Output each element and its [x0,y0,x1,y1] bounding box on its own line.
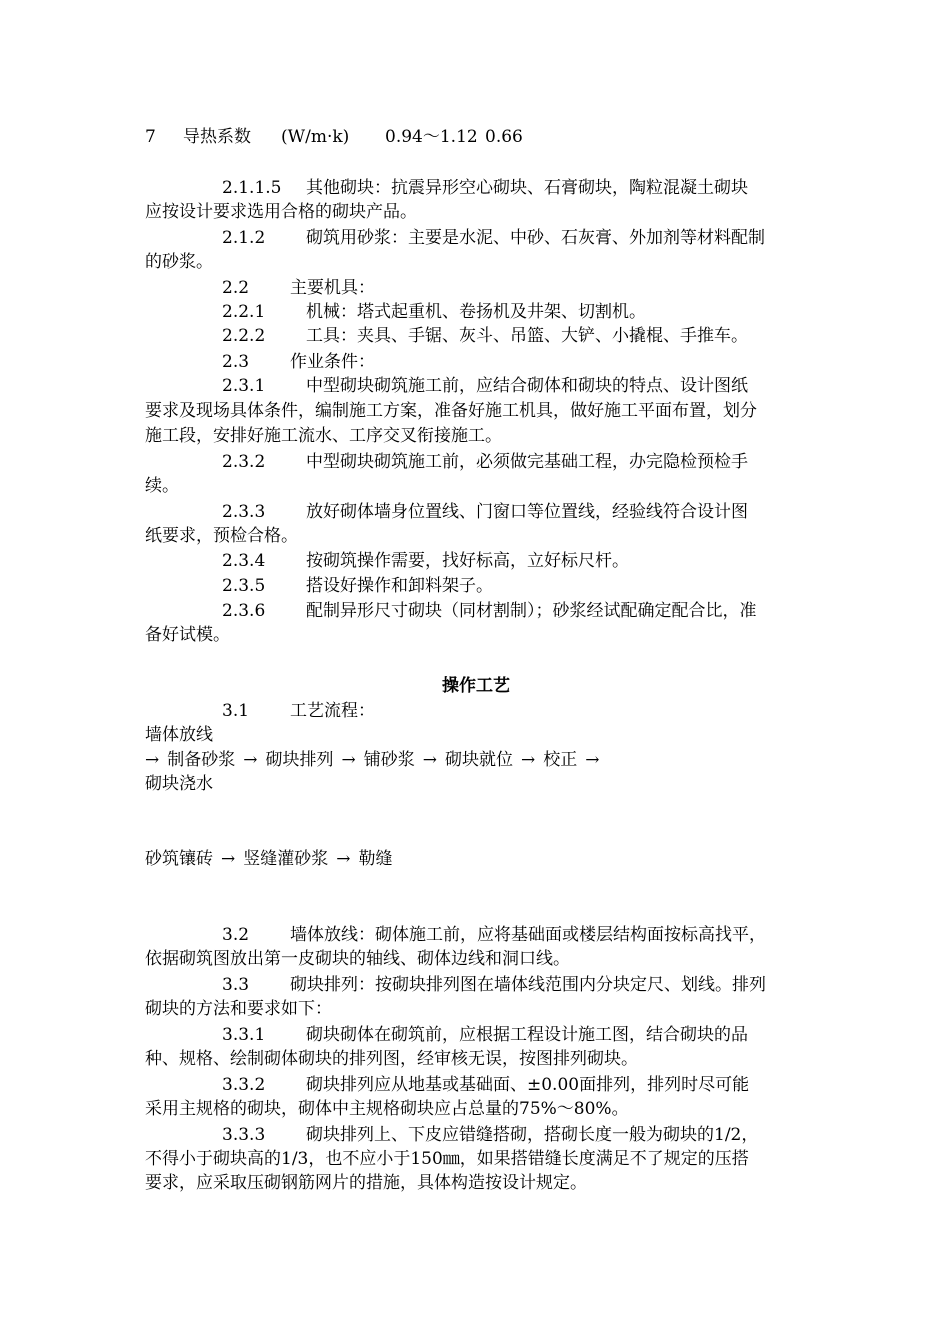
clause-text: 砌块砌体在砌筑前，应根据工程设计施工图，结合砌块的品 [306,1025,748,1045]
flow-arrow: → [341,750,356,770]
clause-number: 2.3.4 [222,551,266,571]
clause-text: 机械：塔式起重机、卷扬机及井架、切割机。 [306,302,646,322]
flow-step: 铺砂浆 [363,750,415,770]
paragraph-2-3 [145,350,807,374]
paragraph-3-2 [145,923,807,947]
paragraph-2-3-1 [145,374,807,398]
paragraph-2-3-4 [145,549,807,573]
row-value1: 0.94～1.12 [385,127,478,147]
paragraph-2-3-3 [145,500,807,524]
clause-number: 2.3.1 [222,376,266,396]
clause-number: 2.3.5 [222,576,266,596]
paragraph-continuation: 采用主规格的砌块，砌体中主规格砌块应占总量的75%～80%。 [145,1099,629,1119]
clause-number: 2.2.2 [222,326,266,346]
paragraph-3-3-2 [145,1073,807,1097]
clause-text: 中型砌块砌筑施工前，应结合砌体和砌块的特点、设计图纸 [306,376,748,396]
clause-number: 3.3.1 [222,1025,266,1045]
clause-text: 主要机具： [290,278,375,298]
paragraph-continuation: 续。 [145,476,179,496]
paragraph-2-3-2 [145,450,807,474]
clause-text: 配制异形尺寸砌块（同材割制）；砂浆经试配确定配合比，准 [306,601,757,621]
clause-text: 墙体放线：砌体施工前，应将基础面或楼层结构面按标高找平， [290,925,766,945]
clause-number: 2.3 [222,352,250,372]
clause-number: 2.1.1.5 [222,178,282,198]
row-unit: (W/m·k) [281,127,350,147]
paragraph-3-1 [145,699,807,723]
clause-number: 3.3 [222,975,250,995]
clause-number: 3.3.2 [222,1075,266,1095]
paragraph-continuation: 依据砌筑图放出第一皮砌块的轴线、砌体边线和洞口线。 [145,949,570,969]
paragraph-continuation: 施工段，安排好施工流水、工序交叉衔接施工。 [145,426,502,446]
clause-text: 砌筑用砂浆：主要是水泥、中砂、石灰膏、外加剂等材料配制 [306,228,765,248]
flow-arrow: → [521,750,536,770]
flow-arrow: → [585,750,600,770]
paragraph-3-3-3 [145,1123,807,1147]
section-title: 操作工艺 [442,676,510,696]
flow-start-step: 墙体放线 [145,725,213,745]
clause-text: 放好砌体墙身位置线、门窗口等位置线，经验线符合设计图 [306,502,748,522]
flow-step: 制备砂浆 [167,750,236,770]
flow-arrow: → [243,750,258,770]
clause-text: 其他砌块：抗震异形空心砌块、石膏砌块，陶粒混凝土砌块 [306,178,748,198]
flow-row-2 [145,847,393,871]
paragraph-2-1-1-5 [145,176,807,200]
clause-number: 2.3.3 [222,502,266,522]
flow-arrow: → [145,750,160,770]
paragraph-2-2 [145,276,807,300]
clause-text: 工具：夹具、手锯、灰斗、吊篮、大铲、小撬棍、手推车。 [306,326,748,346]
flow-arrow: → [336,849,351,869]
clause-number: 2.1.2 [222,228,266,248]
row-value2: 0.66 [485,127,523,147]
paragraph-continuation: 应按设计要求选用合格的砌块产品。 [145,202,417,222]
paragraph-continuation: 要求，应采取压砌钢筋网片的措施，具体构造按设计规定。 [145,1173,587,1193]
flow-step: 校正 [543,750,578,770]
paragraph-3-3-1 [145,1023,807,1047]
paragraph-continuation: 种、规格、绘制砌体砌块的排列图，经审核无误，按图排列砌块。 [145,1049,638,1069]
clause-text: 砌块排列上、下皮应错缝搭砌，搭砌长度一般为砌块的1/2， [306,1125,759,1145]
clause-text: 中型砌块砌筑施工前，必须做完基础工程，办完隐检预检手 [306,452,748,472]
paragraph-2-1-2 [145,226,807,250]
paragraph-continuation: 砌块的方法和要求如下： [145,999,332,1019]
clause-text: 砌块排列应从地基或基础面、±0.00面排列，排列时尽可能 [306,1075,750,1095]
paragraph-2-3-6 [145,599,807,623]
clause-text: 作业条件： [290,352,375,372]
paragraph-2-2-1 [145,300,807,324]
paragraph-continuation: 不得小于砌块高的1/3，也不应小于150㎜，如果搭错缝长度满足不了规定的压搭 [145,1149,749,1169]
flow-arrow: → [422,750,437,770]
clause-number: 2.3.2 [222,452,266,472]
paragraph-2-2-2 [145,324,807,348]
clause-number: 3.2 [222,925,250,945]
clause-text: 砌块排列：按砌块排列图在墙体线范围内分块定尺、划线。排列 [290,975,766,995]
flow-row-1 [145,748,608,772]
clause-text: 搭设好操作和卸料架子。 [306,576,493,596]
flow-step: 砌块排列 [265,750,334,770]
clause-text: 工艺流程： [290,701,375,721]
paragraph-3-3 [145,973,807,997]
flow-step: 竖缝灌砂浆 [243,849,329,869]
clause-text: 按砌筑操作需要，找好标高，立好标尺杆。 [306,551,629,571]
paragraph-continuation: 纸要求，预检合格。 [145,526,298,546]
flow-step: 勒缝 [358,849,393,869]
clause-number: 3.3.3 [222,1125,266,1145]
clause-number: 3.1 [222,701,250,721]
table-row [145,125,807,149]
paragraph-continuation: 的砂浆。 [145,252,213,272]
clause-number: 2.3.6 [222,601,266,621]
flow-step: 砌块就位 [445,750,513,770]
flow-row-1-end-step: 砌块浇水 [145,774,213,794]
row-name: 导热系数 [183,127,251,147]
paragraph-continuation: 要求及现场具体条件，编制施工方案，准备好施工机具，做好施工平面布置，划分 [145,401,757,421]
clause-number: 2.2 [222,278,250,298]
paragraph-2-3-5 [145,574,807,598]
clause-number: 2.2.1 [222,302,266,322]
flow-arrow: → [221,849,236,869]
row-index: 7 [145,127,156,147]
flow-step: 砂筑镶砖 [145,849,213,869]
paragraph-continuation: 备好试模。 [145,625,230,645]
